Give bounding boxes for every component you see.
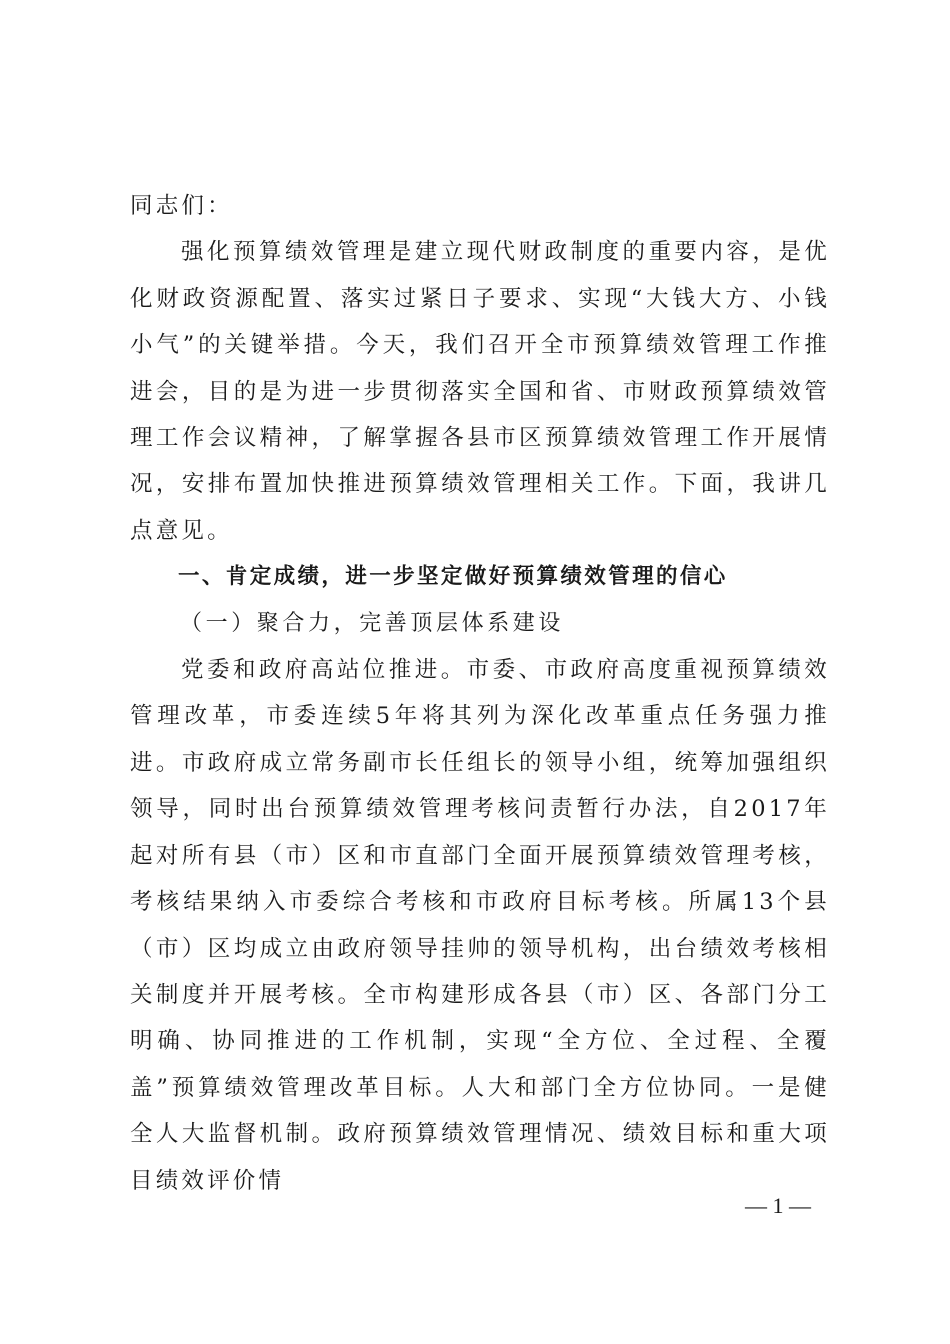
subsection-heading-1: （一）聚合力，完善顶层体系建设 <box>180 610 565 636</box>
salutation: 同志们： <box>130 193 233 219</box>
page-number: — 1 — <box>745 1193 811 1218</box>
intro-paragraph: 强化预算绩效管理是建立现代财政制度的重要内容，是优化财政资源配置、落实过紧日子要求、实现“大钱大方、小钱小气”的关键举措。今天，我们召开全市预算绩效管理工作推进会，目的是为进一步贯彻落实全国和省、市财政预算绩效管理工作会议精神，了解掌握各县市区预算绩效管理工作开展情况，安排布置加快推进预算绩效管理相关工作。下面，我讲几点意见。 <box>130 239 830 544</box>
section-heading-1: 一、肯定成绩，进一步坚定做好预算绩效管理的信心 <box>178 564 728 590</box>
body-paragraph: 党委和政府高站位推进。市委、市政府高度重视预算绩效管理改革，市委连续5年将其列为深化改革重点任务强力推进。市政府成立常务副市长任组长的领导小组，统筹加强组织领导，同时出台预算绩效管理考核问责暂行办法，自2017年起对所有县（市）区和市直部门全面开展预算绩效管理考核，考核结果纳入市委综合考核和市政府目标考核。所属13个县（市）区均成立由政府领导挂帅的领导机构，出台绩效考核相关制度并开展考核。全市构建形成各县（市）区、各部门分工明确、协同推进的工作机制，实现“全方位、全过程、全覆盖”预算绩效管理改革目标。人大和部门全方位协同。一是健全人大监督机制。政府预算绩效管理情况、绩效目标和重大项目绩效评价情 <box>130 657 830 1194</box>
document-body <box>130 183 830 1204</box>
